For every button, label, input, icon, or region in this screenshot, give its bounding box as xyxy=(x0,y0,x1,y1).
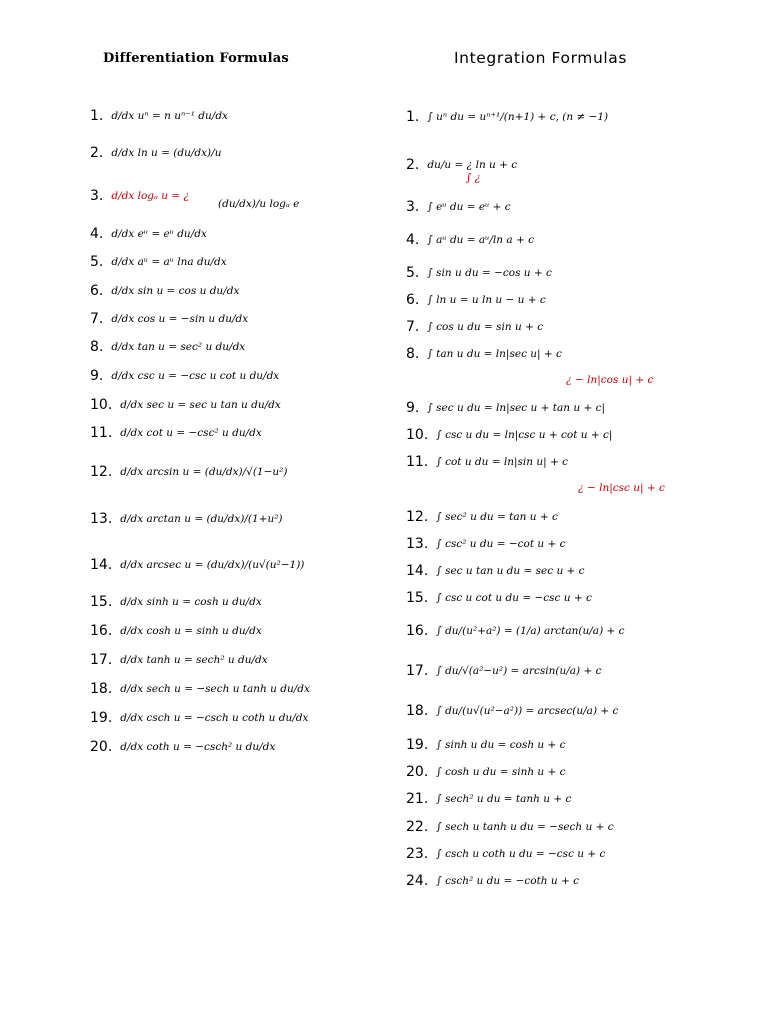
int-expression-8: ∫ tan u du = ln|sec u| + c xyxy=(427,348,562,360)
int-formula-24 xyxy=(406,873,579,889)
diff-formula-14 xyxy=(90,557,304,573)
int-formula-4 xyxy=(406,232,534,248)
int-expression-7: ∫ cos u du = sin u + c xyxy=(427,321,544,333)
diff-formula-8 xyxy=(90,339,245,355)
int-number-2: 2. xyxy=(406,157,420,173)
diff-expression-10: d/dx sec u = sec u tan u du/dx xyxy=(120,399,281,411)
int-formula-14 xyxy=(406,563,585,579)
int-expression-19: ∫ sinh u du = cosh u + c xyxy=(436,739,566,751)
int-formula-15 xyxy=(406,590,592,606)
int-expression-3: ∫ eᵘ du = eᵘ + c xyxy=(427,201,511,213)
diff-number-5: 5. xyxy=(90,254,104,270)
diff-number-16: 16. xyxy=(90,623,113,639)
diff-number-3: 3. xyxy=(90,188,104,204)
diff-formula-13 xyxy=(90,511,283,527)
int-formula-20 xyxy=(406,764,566,780)
diff-expression-3: d/dx logₐ u = ¿ xyxy=(111,190,190,202)
int-formula-10 xyxy=(406,427,612,443)
int-number-16: 16. xyxy=(406,623,429,639)
int-expression-23: ∫ csch u coth u du = −csc u + c xyxy=(436,848,606,860)
diff-expression-20: d/dx coth u = −csch² u du/dx xyxy=(120,741,276,753)
int-number-5: 5. xyxy=(406,265,420,281)
int-number-24: 24. xyxy=(406,873,429,889)
int-number-8: 8. xyxy=(406,346,420,362)
diff-formula-10 xyxy=(90,397,281,413)
diff-number-2: 2. xyxy=(90,145,104,161)
int-formula-5 xyxy=(406,265,552,281)
int-number-21: 21. xyxy=(406,791,429,807)
int-number-14: 14. xyxy=(406,563,429,579)
int-number-4: 4. xyxy=(406,232,420,248)
diff-formula-16 xyxy=(90,623,262,639)
diff-formula-17 xyxy=(90,652,268,668)
diff-number-1: 1. xyxy=(90,108,104,124)
int-expression-9: ∫ sec u du = ln|sec u + tan u + c| xyxy=(427,402,605,414)
diff-number-15: 15. xyxy=(90,594,113,610)
int-number-19: 19. xyxy=(406,737,429,753)
int-expression-1: ∫ uⁿ du = uⁿ⁺¹/(n+1) + c, (n ≠ −1) xyxy=(427,111,609,123)
int-number-20: 20. xyxy=(406,764,429,780)
int-number-10: 10. xyxy=(406,427,429,443)
int-number-23: 23. xyxy=(406,846,429,862)
diff-number-4: 4. xyxy=(90,226,104,242)
int-formula-19 xyxy=(406,737,566,753)
diff-number-7: 7. xyxy=(90,311,104,327)
diff-expression-7: d/dx cos u = −sin u du/dx xyxy=(111,313,249,325)
diff-expression-17: d/dx tanh u = sech² u du/dx xyxy=(120,654,268,666)
int-formula-22 xyxy=(406,819,614,835)
int-number-11: 11. xyxy=(406,454,429,470)
int-expression-17: ∫ du/√(a²−u²) = arcsin(u/a) + c xyxy=(436,665,602,677)
int-expression-2: du/u = ¿ ln u + c xyxy=(427,159,518,171)
diff-formula-3-extra: (du/dx)/u logₐ e xyxy=(218,198,300,210)
int-formula-6 xyxy=(406,292,546,308)
diff-expression-2: d/dx ln u = (du/dx)/u xyxy=(111,147,222,159)
int-number-13: 13. xyxy=(406,536,429,552)
int-expression-24: ∫ csch² u du = −coth u + c xyxy=(436,875,580,887)
int-number-1: 1. xyxy=(406,109,420,125)
diff-expression-1: d/dx uⁿ = n uⁿ⁻¹ du/dx xyxy=(111,110,228,122)
int-number-3: 3. xyxy=(406,199,420,215)
int-formula-11 xyxy=(406,454,568,470)
int-number-22: 22. xyxy=(406,819,429,835)
diff-formula-2 xyxy=(90,145,221,161)
diff-number-11: 11. xyxy=(90,425,113,441)
diff-formula-19 xyxy=(90,710,308,726)
int-expression-20: ∫ cosh u du = sinh u + c xyxy=(436,766,566,778)
int-number-17: 17. xyxy=(406,663,429,679)
int-formula-9 xyxy=(406,400,605,416)
int-expression-12: ∫ sec² u du = tan u + c xyxy=(436,511,558,523)
diff-formula-12 xyxy=(90,464,287,480)
int-formula-2 xyxy=(406,157,517,173)
diff-number-13: 13. xyxy=(90,511,113,527)
int-formula-23 xyxy=(406,846,605,862)
int-formula-12 xyxy=(406,509,558,525)
int-expression-14: ∫ sec u tan u du = sec u + c xyxy=(436,565,585,577)
diff-expression-4: d/dx eᵘ = eᵘ du/dx xyxy=(111,228,207,240)
int-expression-11: ∫ cot u du = ln|sin u| + c xyxy=(436,456,569,468)
int-formula-13 xyxy=(406,536,566,552)
diff-formula-1 xyxy=(90,108,228,124)
diff-expression-14: d/dx arcsec u = (du/dx)/(u√(u²−1)) xyxy=(120,559,305,571)
diff-expression-8: d/dx tan u = sec² u du/dx xyxy=(111,341,246,353)
int-expression-6: ∫ ln u = u ln u − u + c xyxy=(427,294,546,306)
diff-number-9: 9. xyxy=(90,368,104,384)
diff-expression-5: d/dx aᵘ = aᵘ lna du/dx xyxy=(111,256,227,268)
int-formula-8-extra: ¿ − ln|cos u| + c xyxy=(566,374,654,386)
int-expression-16: ∫ du/(u²+a²) = (1/a) arctan(u/a) + c xyxy=(436,625,625,637)
int-number-9: 9. xyxy=(406,400,420,416)
diff-expression-19: d/dx csch u = −csch u coth u du/dx xyxy=(120,712,309,724)
integration-heading: Integration Formulas xyxy=(454,49,628,67)
diff-formula-6 xyxy=(90,283,239,299)
int-formula-18 xyxy=(406,703,618,719)
diff-number-18: 18. xyxy=(90,681,113,697)
int-formula-3 xyxy=(406,199,511,215)
int-expression-5: ∫ sin u du = −cos u + c xyxy=(427,267,552,279)
int-number-7: 7. xyxy=(406,319,420,335)
int-number-15: 15. xyxy=(406,590,429,606)
int-expression-15: ∫ csc u cot u du = −csc u + c xyxy=(436,592,592,604)
diff-formula-5 xyxy=(90,254,227,270)
diff-formula-20 xyxy=(90,739,275,755)
int-expression-22: ∫ sech u tanh u du = −sech u + c xyxy=(436,821,614,833)
int-formula-21 xyxy=(406,791,571,807)
diff-number-14: 14. xyxy=(90,557,113,573)
differentiation-heading: Differentiation Formulas xyxy=(103,51,289,66)
int-formula-8 xyxy=(406,346,562,362)
diff-formula-7 xyxy=(90,311,248,327)
diff-expression-9: d/dx csc u = −csc u cot u du/dx xyxy=(111,370,280,382)
diff-formula-11 xyxy=(90,425,262,441)
int-number-6: 6. xyxy=(406,292,420,308)
diff-expression-11: d/dx cot u = −csc² u du/dx xyxy=(120,427,262,439)
int-formula-1 xyxy=(406,109,608,125)
int-expression-18: ∫ du/(u√(u²−a²)) = arcsec(u/a) + c xyxy=(436,705,619,717)
int-formula-2-extra: ∫ ¿ xyxy=(466,172,481,184)
diff-expression-18: d/dx sech u = −sech u tanh u du/dx xyxy=(120,683,310,695)
int-formula-16 xyxy=(406,623,625,639)
int-formula-11-extra: ¿ − ln|csc u| + c xyxy=(578,482,665,494)
int-expression-13: ∫ csc² u du = −cot u + c xyxy=(436,538,566,550)
diff-number-10: 10. xyxy=(90,397,113,413)
diff-expression-16: d/dx cosh u = sinh u du/dx xyxy=(120,625,262,637)
diff-formula-18 xyxy=(90,681,310,697)
int-formula-7 xyxy=(406,319,543,335)
int-formula-17 xyxy=(406,663,601,679)
diff-formula-3 xyxy=(90,188,189,204)
diff-number-20: 20. xyxy=(90,739,113,755)
diff-number-8: 8. xyxy=(90,339,104,355)
diff-formula-9 xyxy=(90,368,279,384)
diff-number-6: 6. xyxy=(90,283,104,299)
int-number-12: 12. xyxy=(406,509,429,525)
int-expression-4: ∫ aᵘ du = aᵘ/ln a + c xyxy=(427,234,534,246)
diff-expression-15: d/dx sinh u = cosh u du/dx xyxy=(120,596,262,608)
diff-expression-12: d/dx arcsin u = (du/dx)/√(1−u²) xyxy=(120,466,288,478)
diff-number-19: 19. xyxy=(90,710,113,726)
int-number-18: 18. xyxy=(406,703,429,719)
diff-number-12: 12. xyxy=(90,464,113,480)
int-expression-21: ∫ sech² u du = tanh u + c xyxy=(436,793,572,805)
diff-formula-15 xyxy=(90,594,262,610)
diff-formula-4 xyxy=(90,226,207,242)
diff-expression-13: d/dx arctan u = (du/dx)/(1+u²) xyxy=(120,513,283,525)
diff-expression-6: d/dx sin u = cos u du/dx xyxy=(111,285,240,297)
int-expression-10: ∫ csc u du = ln|csc u + cot u + c| xyxy=(436,429,613,441)
diff-number-17: 17. xyxy=(90,652,113,668)
